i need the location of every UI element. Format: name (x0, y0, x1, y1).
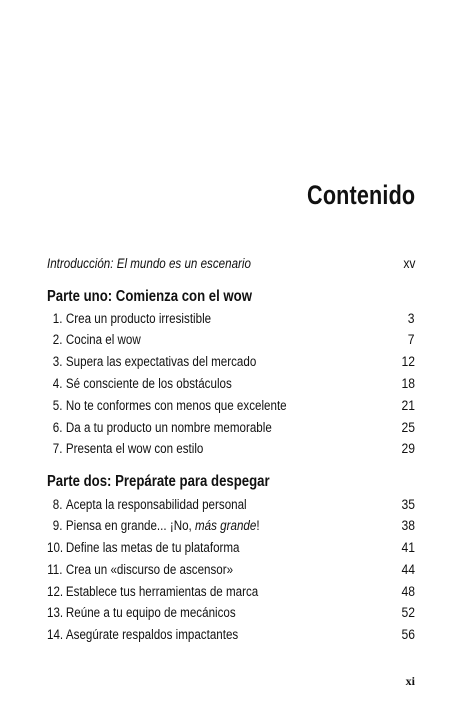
chapter-page: 29 (401, 441, 415, 456)
toc-entry-chapter-1[interactable] (47, 310, 415, 328)
chapter-title: Crea un producto irresistible (65, 311, 212, 326)
chapter-number: 7. (52, 441, 63, 456)
chapter-title (62, 518, 259, 533)
chapter-number: 14. (47, 627, 64, 642)
toc-entry-introduction[interactable] (47, 255, 415, 273)
chapter-page: 7 (408, 332, 415, 347)
chapter-page: 12 (401, 354, 415, 369)
toc-entry-chapter-10[interactable] (47, 539, 415, 557)
chapter-page: 56 (401, 627, 415, 642)
chapter-number: 5. (52, 398, 63, 413)
chapter-page: 44 (401, 562, 415, 577)
toc-entry-chapter-6[interactable] (47, 419, 415, 437)
toc-entry-chapter-3[interactable] (47, 353, 415, 371)
chapter-title-emphasis: más grande (195, 518, 257, 533)
chapter-page: 48 (401, 584, 415, 599)
toc-entry-chapter-7[interactable] (47, 440, 415, 458)
toc-entry-chapter-2[interactable] (47, 331, 415, 349)
chapter-number: 6. (52, 420, 63, 435)
chapter-title: Reúne a tu equipo de mecánicos (65, 605, 236, 620)
toc-entry-label: Introducción: El mundo es un escenario (47, 256, 251, 271)
page-title: Contenido (306, 180, 415, 210)
chapter-number: 4. (52, 376, 63, 391)
chapter-number: 10. (47, 540, 64, 555)
chapter-number: 3. (52, 354, 63, 369)
toc-entry-chapter-8[interactable] (47, 496, 415, 514)
chapter-number: 11. (47, 562, 63, 577)
chapter-page: 38 (401, 518, 415, 533)
toc-entry-chapter-13[interactable] (47, 604, 415, 622)
toc-entry-chapter-5[interactable] (47, 397, 415, 415)
chapter-title: Supera las expectativas del mercado (65, 354, 257, 369)
toc-entry-chapter-12[interactable] (47, 583, 415, 601)
toc-entry-chapter-9[interactable] (47, 517, 415, 535)
chapter-title-pre: Piensa en grande... ¡No, (65, 518, 196, 533)
chapter-page: 18 (401, 376, 415, 391)
chapter-number: 12. (47, 584, 64, 599)
toc-entry-chapter-14[interactable] (47, 626, 415, 644)
chapter-title: Define las metas de tu plataforma (65, 540, 240, 555)
toc-entry-page: xv (402, 256, 415, 271)
chapter-title-post: ! (256, 518, 260, 533)
chapter-page: 25 (401, 420, 415, 435)
chapter-page: 41 (401, 540, 415, 555)
chapter-title: Da a tu producto un nombre memorable (65, 420, 272, 435)
chapter-number: 1. (52, 311, 63, 326)
chapter-title: Asegúrate respaldos impactantes (65, 627, 239, 642)
chapter-title: Crea un «discurso de ascensor» (65, 562, 234, 577)
toc-entry-chapter-4[interactable] (47, 375, 415, 393)
chapter-page: 52 (401, 605, 415, 620)
chapter-page: 3 (408, 311, 415, 326)
page-number: xi (405, 674, 415, 688)
chapter-number: 13. (47, 605, 64, 620)
chapter-page: 35 (401, 497, 415, 512)
part-heading-one[interactable]: Parte uno: Comienza con el wow (47, 288, 252, 305)
part-heading-two[interactable]: Parte dos: Prepárate para despegar (47, 473, 270, 490)
chapter-title: Cocina el wow (65, 332, 141, 347)
chapter-title: Acepta la responsabilidad personal (65, 497, 247, 512)
toc-entry-chapter-11[interactable] (47, 561, 415, 579)
chapter-title: No te conformes con menos que excelente (65, 398, 287, 413)
chapter-title: Establece tus herramientas de marca (65, 584, 259, 599)
chapter-number: 8. (52, 497, 63, 512)
chapter-title: Sé consciente de los obstáculos (65, 376, 232, 391)
chapter-number: 9. (52, 518, 63, 533)
chapter-page: 21 (401, 398, 415, 413)
chapter-title: Presenta el wow con estilo (65, 441, 204, 456)
chapter-number: 2. (52, 332, 63, 347)
